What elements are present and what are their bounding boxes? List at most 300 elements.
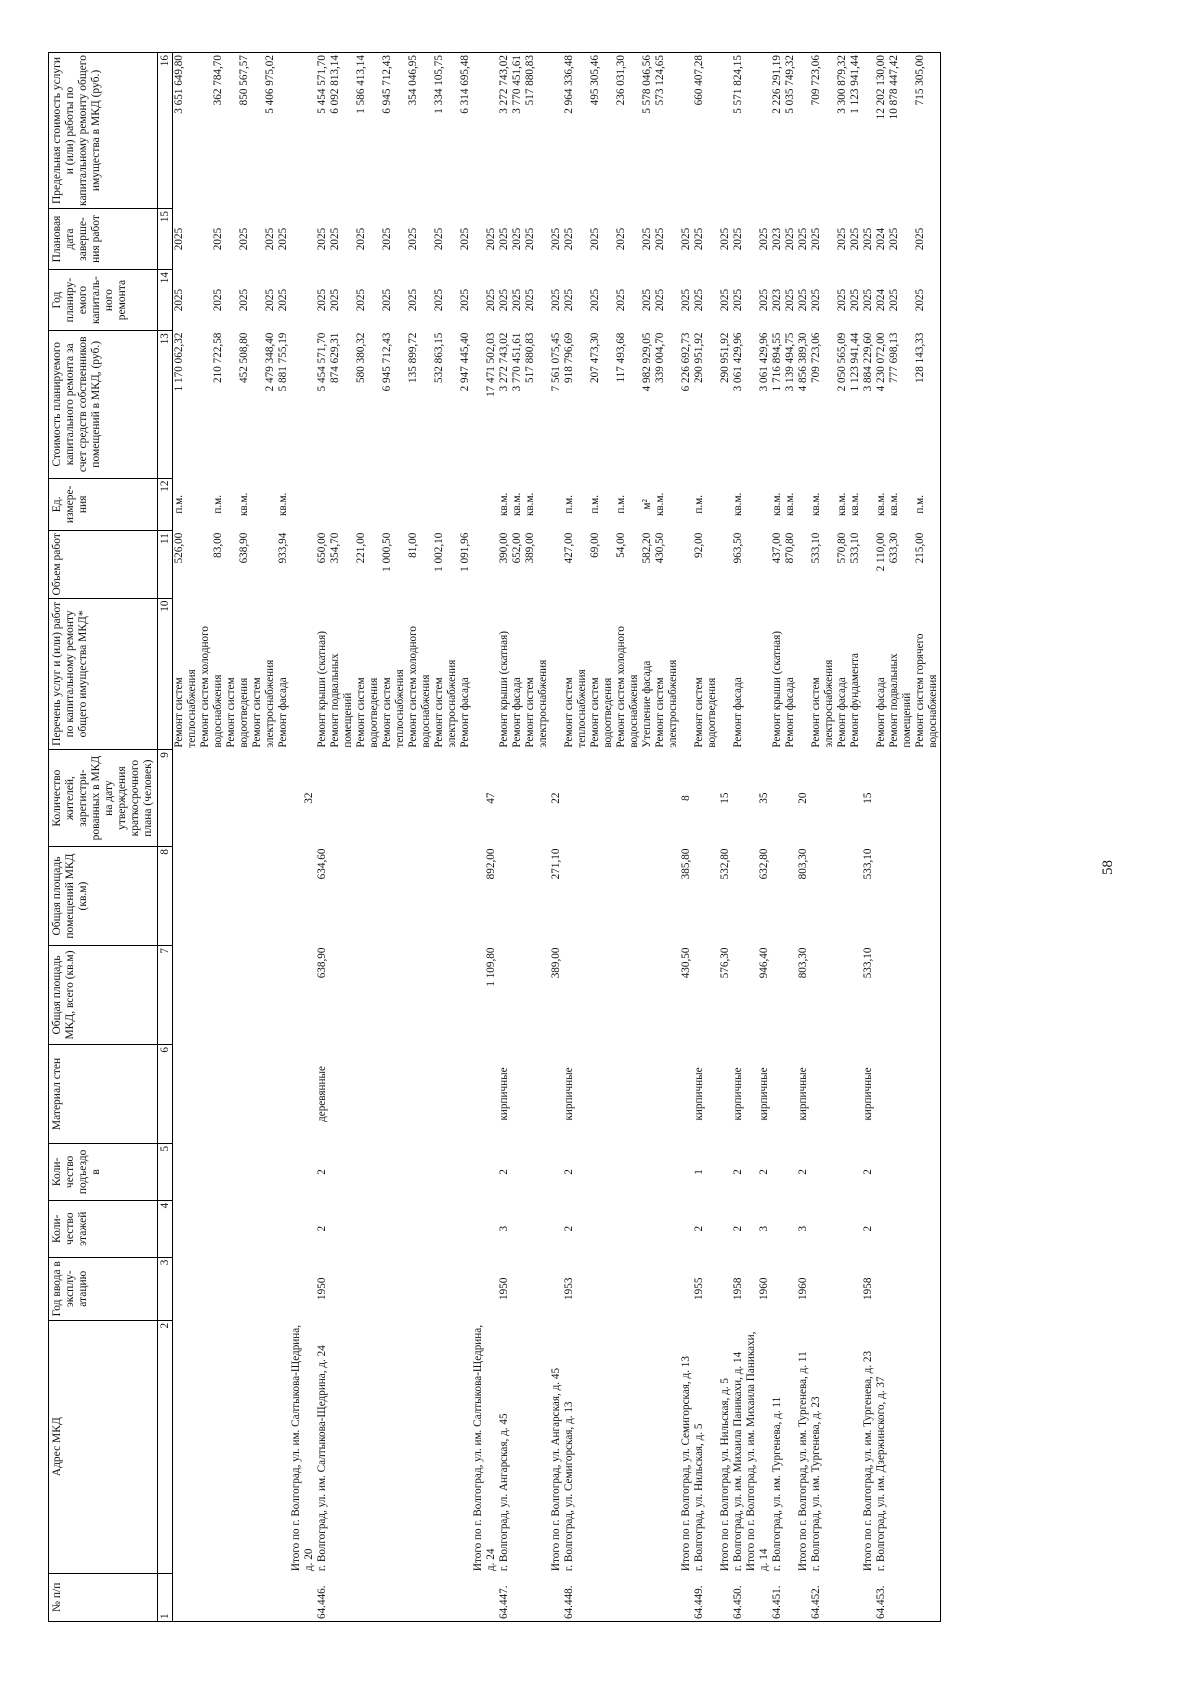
work-type-cell: водоснабжения [212, 674, 224, 748]
work-type-cell: Ремонт систем [225, 677, 237, 748]
table-row [836, 53, 849, 1622]
column-number: 5 [158, 1143, 173, 1200]
volume-cell: 533,10 [810, 532, 822, 564]
wall-material-cell [823, 1044, 836, 1143]
address-cell [576, 1320, 589, 1573]
unit-cell [264, 478, 277, 531]
max-cost-cell [290, 53, 316, 209]
premises-area-cell [628, 847, 641, 946]
volume-cell: 933,94 [277, 532, 289, 564]
residents-cell [368, 750, 381, 847]
cost-cell: 3 061 429,96 [758, 332, 770, 392]
total-area-cell [251, 946, 264, 1045]
work-type-cell: Ремонт систем [589, 677, 601, 748]
work-type-cell: электроснабжения [823, 659, 835, 748]
max-cost-cell: 10 878 447,42 [888, 53, 901, 209]
premises-area-cell [524, 847, 537, 946]
volume-cell: 390,00 [498, 532, 510, 564]
repair-year-cell: 2025 [693, 288, 705, 312]
floors-cell [836, 1200, 849, 1257]
wall-material-cell [251, 1044, 264, 1143]
completion-date-cell: 2025 [511, 227, 523, 251]
residents-cell: 22 [550, 792, 562, 804]
address-cell [914, 1320, 927, 1573]
volume-cell: 437,00 [771, 532, 783, 564]
entrances-cell [888, 1143, 901, 1200]
entrances-cell [433, 1143, 446, 1200]
completion-date-cell: 2025 [316, 227, 328, 251]
row-number [849, 1573, 862, 1621]
wall-material-cell [654, 1044, 667, 1143]
residents-cell [420, 750, 433, 847]
wall-material-cell: кирпичные [758, 1067, 770, 1121]
unit-cell: кв.м. [654, 492, 666, 517]
address-cell [212, 1320, 225, 1573]
address-cell [199, 1320, 212, 1573]
unit-cell [797, 478, 810, 531]
year-cell: 1950 [316, 1277, 328, 1300]
total-area-cell [654, 946, 667, 1045]
premises-area-cell [771, 847, 784, 946]
row-number [862, 1573, 875, 1621]
row-number [654, 1573, 667, 1621]
entrances-cell [602, 1143, 615, 1200]
cost-cell: 517 880,83 [524, 332, 536, 383]
repair-year-cell [576, 270, 589, 331]
residents-cell [875, 750, 888, 847]
premises-area-cell: 271,10 [550, 848, 562, 880]
address-cell [628, 1320, 641, 1573]
table-row [732, 53, 745, 1622]
cost-cell [186, 331, 199, 478]
volume-cell: 1 000,50 [381, 532, 393, 572]
completion-date-cell: 2025 [615, 227, 627, 251]
volume-cell [602, 531, 615, 598]
repair-year-cell: 2025 [238, 288, 250, 312]
completion-date-cell [290, 208, 316, 269]
residents-cell [706, 750, 719, 847]
repair-year-cell: 2025 [654, 288, 666, 312]
row-number: 64.446. [316, 1573, 329, 1621]
floors-cell: 2 [862, 1225, 874, 1232]
total-area-cell [589, 946, 602, 1045]
repair-year-cell: 2025 [498, 288, 510, 312]
address-cell [927, 1320, 941, 1573]
total-area-cell: 430,50 [680, 947, 692, 979]
work-type-cell: Ремонт систем [433, 677, 445, 748]
residents-cell [394, 750, 407, 847]
unit-cell [316, 478, 329, 531]
max-cost-cell: 5 578 046,56 [641, 53, 654, 209]
cost-cell: 1 123 941,44 [849, 332, 861, 392]
completion-date-cell: 2025 [173, 227, 185, 251]
total-area-cell [511, 946, 524, 1045]
completion-date-cell: 2025 [641, 227, 653, 251]
entrances-cell [342, 1143, 355, 1200]
volume-cell [394, 531, 407, 598]
residents-cell [342, 750, 355, 847]
column-number-row [158, 53, 173, 1622]
row-number [368, 1573, 381, 1621]
completion-date-cell: 2025 [407, 227, 419, 251]
work-type-cell: Ремонт систем [251, 677, 263, 748]
repair-year-cell [628, 270, 641, 331]
premises-area-cell [537, 847, 550, 946]
volume-cell [550, 531, 563, 598]
floors-cell [849, 1200, 862, 1257]
table-row [342, 53, 355, 1622]
total-area-cell [381, 946, 394, 1045]
repair-year-cell [225, 270, 238, 331]
max-cost-cell [602, 53, 615, 209]
address-cell [225, 1320, 238, 1573]
volume-cell [719, 531, 732, 598]
wall-material-cell [927, 1044, 941, 1143]
address-cell [329, 1320, 342, 1573]
completion-date-cell: 2025 [238, 227, 250, 251]
work-type-cell [745, 598, 771, 750]
repair-year-cell: 2025 [641, 288, 653, 312]
year-cell [446, 1257, 459, 1320]
repair-year-cell: 2025 [524, 288, 536, 312]
completion-date-cell: 2025 [914, 227, 926, 251]
work-type-cell [550, 598, 563, 750]
address-cell [784, 1320, 797, 1573]
row-number [836, 1573, 849, 1621]
cost-cell [667, 331, 680, 478]
floors-cell [823, 1200, 836, 1257]
entrances-cell [537, 1143, 550, 1200]
premises-area-cell [212, 847, 225, 946]
premises-area-cell [784, 847, 797, 946]
completion-date-cell [927, 208, 941, 269]
year-cell: 1953 [563, 1277, 575, 1300]
column-number: 12 [158, 478, 173, 531]
address-cell [836, 1320, 849, 1573]
max-cost-cell: 6 945 712,43 [381, 53, 394, 209]
completion-date-cell: 2025 [680, 227, 692, 251]
total-area-cell [641, 946, 654, 1045]
residents-cell: 15 [862, 792, 874, 804]
row-number [264, 1573, 277, 1621]
total-area-cell [810, 946, 823, 1045]
table-row [849, 53, 862, 1622]
table-row [641, 53, 654, 1622]
address-cell: г. Волгоград, ул. Ангарская, д. 45 [498, 1413, 510, 1572]
wall-material-cell: кирпичные [797, 1067, 809, 1121]
unit-cell: кв.м. [732, 492, 744, 517]
cost-cell: 339 004,70 [654, 332, 666, 383]
wall-material-cell [901, 1044, 914, 1143]
unit-cell: кв.м. [511, 492, 523, 517]
premises-area-cell [329, 847, 342, 946]
work-type-cell: электроснабжения [537, 659, 549, 748]
volume-cell: 633,30 [888, 532, 900, 564]
unit-cell [329, 478, 342, 531]
repair-year-cell: 2025 [810, 288, 822, 312]
row-number [537, 1573, 550, 1621]
max-cost-cell: 660 407,28 [693, 53, 706, 209]
table-row [251, 53, 264, 1622]
max-cost-cell [628, 53, 641, 209]
wall-material-cell [420, 1044, 433, 1143]
repair-year-cell [394, 270, 407, 331]
wall-material-cell [628, 1044, 641, 1143]
max-cost-cell: 1 586 413,14 [355, 53, 368, 209]
work-type-cell: Ремонт фасада [459, 677, 471, 748]
unit-cell [667, 478, 680, 531]
table-row [784, 53, 797, 1622]
max-cost-cell: 362 784,70 [212, 53, 225, 209]
max-cost-cell [251, 53, 264, 209]
unit-cell [433, 478, 446, 531]
cost-cell [394, 331, 407, 478]
floors-cell [589, 1200, 602, 1257]
year-cell [329, 1257, 342, 1320]
wall-material-cell: кирпичные [732, 1067, 744, 1121]
address-cell: г. Волгоград, ул. им. Михаила Паникахи, д. 14 [732, 1351, 744, 1572]
entrances-cell [667, 1143, 680, 1200]
unit-cell: м² [641, 499, 653, 510]
max-cost-cell [394, 53, 407, 209]
max-cost-cell [472, 53, 498, 209]
entrances-cell: 2 [498, 1169, 510, 1175]
header-cell: № п/п [49, 1573, 158, 1621]
year-cell [550, 1257, 563, 1320]
cost-cell: 874 629,31 [329, 332, 341, 383]
unit-cell [927, 478, 941, 531]
entrances-cell [212, 1143, 225, 1200]
total-area-cell [823, 946, 836, 1045]
unit-cell [225, 478, 238, 531]
volume-cell [901, 531, 914, 598]
header-cell: Год ввода в эксплу-атацию [49, 1257, 158, 1320]
completion-date-cell: 2025 [485, 227, 497, 251]
cost-cell: 6 226 692,73 [680, 332, 692, 392]
row-number [238, 1573, 251, 1621]
total-area-cell [602, 946, 615, 1045]
volume-cell [264, 531, 277, 598]
max-cost-cell [537, 53, 550, 209]
premises-area-cell [706, 847, 719, 946]
volume-cell [745, 531, 771, 598]
max-cost-cell [225, 53, 238, 209]
work-type-cell [680, 598, 693, 750]
max-cost-cell [680, 53, 693, 209]
table-row [225, 53, 238, 1622]
repair-year-cell: 2025 [732, 288, 744, 312]
entrances-cell [680, 1143, 693, 1200]
table-row [576, 53, 589, 1622]
floors-cell [264, 1200, 277, 1257]
row-number [446, 1573, 459, 1621]
row-number [459, 1573, 472, 1621]
cost-cell [706, 331, 719, 478]
completion-date-cell: 2024 [875, 227, 887, 251]
max-cost-cell [446, 53, 459, 209]
entrances-cell [381, 1143, 394, 1200]
year-cell [212, 1257, 225, 1320]
premises-area-cell [693, 847, 706, 946]
year-cell [927, 1257, 941, 1320]
year-cell [407, 1257, 420, 1320]
max-cost-cell: 495 305,46 [589, 53, 602, 209]
floors-cell: 3 [498, 1225, 510, 1232]
entrances-cell [459, 1143, 472, 1200]
completion-date-cell [602, 208, 615, 269]
floors-cell [329, 1200, 342, 1257]
table-row [407, 53, 420, 1622]
row-number [511, 1573, 524, 1621]
volume-cell [576, 531, 589, 598]
year-cell [355, 1257, 368, 1320]
work-type-cell: Ремонт фасада [875, 677, 887, 748]
wall-material-cell [329, 1044, 342, 1143]
volume-cell: 1 002,10 [433, 532, 445, 572]
table-row [511, 53, 524, 1622]
cost-cell [199, 331, 212, 478]
unit-cell [680, 478, 693, 531]
unit-cell: кв.м. [836, 492, 848, 517]
entrances-cell [264, 1143, 277, 1200]
work-type-cell: Ремонт систем [524, 677, 536, 748]
address-cell [537, 1320, 550, 1573]
floors-cell [771, 1200, 784, 1257]
year-cell [264, 1257, 277, 1320]
cost-cell: 2 947 445,40 [459, 332, 471, 392]
row-number [277, 1573, 290, 1621]
entrances-cell [368, 1143, 381, 1200]
completion-date-cell [537, 208, 550, 269]
unit-cell [472, 478, 498, 531]
unit-cell [745, 478, 771, 531]
cost-cell: 2 050 565,09 [836, 332, 848, 392]
entrances-cell [810, 1143, 823, 1200]
floors-cell [225, 1200, 238, 1257]
residents-cell [667, 750, 680, 847]
residents-cell [628, 750, 641, 847]
unit-cell [537, 478, 550, 531]
wall-material-cell [381, 1044, 394, 1143]
unit-cell [407, 478, 420, 531]
year-cell [511, 1257, 524, 1320]
entrances-cell [641, 1143, 654, 1200]
premises-area-cell [901, 847, 914, 946]
total-area-cell: 389,00 [550, 947, 562, 979]
premises-area-cell [875, 847, 888, 946]
premises-area-cell [407, 847, 420, 946]
year-cell [667, 1257, 680, 1320]
row-number [589, 1573, 602, 1621]
work-type-cell: Ремонт систем [173, 677, 185, 748]
cost-cell [537, 331, 550, 478]
completion-date-cell: 2025 [654, 227, 666, 251]
work-type-cell: теплоснабжения [186, 669, 198, 748]
row-number [355, 1573, 368, 1621]
table-row [797, 53, 810, 1622]
repair-year-cell: 2025 [329, 288, 341, 312]
volume-cell: 638,90 [238, 532, 250, 564]
volume-cell: 533,10 [849, 532, 861, 564]
unit-cell [251, 478, 264, 531]
premises-area-cell [446, 847, 459, 946]
address-cell [849, 1320, 862, 1573]
table-body [173, 53, 941, 1622]
max-cost-cell: 5 406 975,02 [264, 53, 277, 209]
year-cell [615, 1257, 628, 1320]
cost-cell [251, 331, 264, 478]
residents-cell [355, 750, 368, 847]
table-row [602, 53, 615, 1622]
year-cell [771, 1257, 784, 1320]
premises-area-cell [186, 847, 199, 946]
cost-cell: 290 951,92 [719, 332, 731, 383]
wall-material-cell [433, 1044, 446, 1143]
floors-cell [888, 1200, 901, 1257]
entrances-cell [225, 1143, 238, 1200]
header-cell: Предельная стоимость услуги и (или) работы по капитальному ремонту общего имущества в МКД (руб.) [49, 53, 158, 209]
max-cost-cell: 850 567,57 [238, 53, 251, 209]
entrances-cell [186, 1143, 199, 1200]
completion-date-cell: 2025 [355, 227, 367, 251]
volume-cell: 81,00 [407, 532, 419, 558]
table-row [420, 53, 433, 1622]
completion-date-cell: 2025 [459, 227, 471, 251]
year-cell [290, 1257, 316, 1320]
work-type-cell: Ремонт подвальных [329, 653, 341, 748]
work-type-cell: Ремонт систем [563, 677, 575, 748]
floors-cell [576, 1200, 589, 1257]
max-cost-cell: 517 880,83 [524, 53, 537, 209]
completion-date-cell: 2025 [589, 227, 601, 251]
premises-area-cell: 533,10 [862, 848, 874, 880]
column-number: 2 [158, 1320, 173, 1573]
residents-cell [186, 750, 199, 847]
year-cell [680, 1257, 693, 1320]
premises-area-cell [238, 847, 251, 946]
floors-cell [537, 1200, 550, 1257]
floors-cell [355, 1200, 368, 1257]
cost-cell: 532 863,15 [433, 332, 445, 383]
unit-cell [719, 478, 732, 531]
repair-year-cell: 2025 [563, 288, 575, 312]
floors-cell [784, 1200, 797, 1257]
entrances-cell [615, 1143, 628, 1200]
premises-area-cell [589, 847, 602, 946]
premises-area-cell [602, 847, 615, 946]
cost-cell: 4 856 389,30 [797, 332, 809, 392]
table-row [927, 53, 941, 1622]
floors-cell [927, 1200, 941, 1257]
wall-material-cell [875, 1044, 888, 1143]
wall-material-cell [602, 1044, 615, 1143]
completion-date-cell: 2025 [732, 227, 744, 251]
cost-cell [823, 331, 836, 478]
work-type-cell: помещений [901, 692, 913, 748]
total-area-cell [277, 946, 290, 1045]
table-row [550, 53, 563, 1622]
floors-cell [667, 1200, 680, 1257]
year-cell [472, 1257, 498, 1320]
cost-cell: 2 479 348,40 [264, 332, 276, 392]
year-cell [381, 1257, 394, 1320]
unit-cell [823, 478, 836, 531]
repair-plan-table [48, 52, 941, 1622]
row-number [784, 1573, 797, 1621]
row-number [667, 1573, 680, 1621]
floors-cell [602, 1200, 615, 1257]
volume-cell [927, 531, 941, 598]
